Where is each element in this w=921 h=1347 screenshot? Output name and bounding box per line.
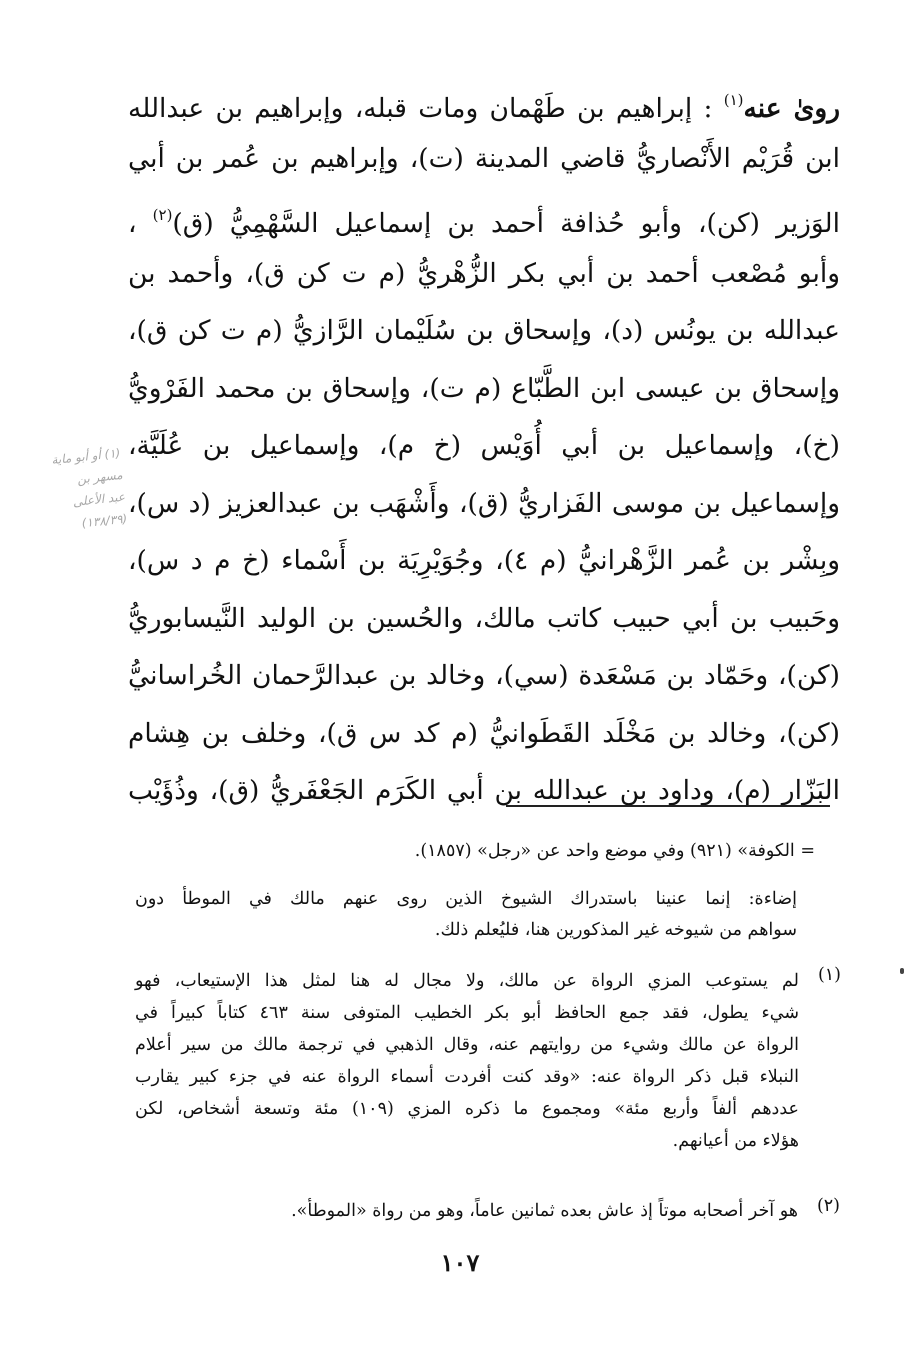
footnote-line: هؤلاء من أعيانهم. xyxy=(672,1131,799,1151)
marginal-note-line: (١٣٨/٣٩) xyxy=(80,511,128,531)
footnote-2 xyxy=(291,1196,840,1227)
page-number: ١٠٧ xyxy=(440,1248,480,1277)
footnote-number: (١) xyxy=(817,965,841,985)
footnote-number: (٢) xyxy=(816,1196,840,1216)
footnote-marker: (١) xyxy=(723,91,744,109)
text-line: وبِشْر بن عُمر الزَّهْرانيُّ (م ٤)، وجُوَيْرِيَة بن أَسْماء (خ م د س)، xyxy=(128,545,840,576)
text-line: وأبو مُصْعب أحمد بن أبي بكر الزُّهْريُّ (م ت كن ق)، وأحمد بن xyxy=(128,257,840,289)
footnote-body xyxy=(135,965,799,1157)
footnote-continuation xyxy=(345,836,815,867)
editor-addition-note xyxy=(135,884,797,945)
text-line xyxy=(128,72,840,130)
text-line: (كن)، وحَمّاد بن مَسْعَدة (سي)، وخالد بن عبدالرَّحمان الخُراسانيُّ xyxy=(128,660,840,691)
footnote-line: هو آخر أصحابه موتاً إذ عاش بعده ثمانين عاماً، وهو من رواة «الموطأ». xyxy=(291,1201,798,1221)
footnote-body xyxy=(291,1196,798,1227)
text-line: (كن)، وخالد بن مَخْلَد القَطَوانيُّ (م كد س ق)، وخلف بن هِشام xyxy=(128,717,840,749)
text-line-rest: : إبراهيم بن طَهْمان ومات قبله، وإبراهيم بن عبدالله xyxy=(128,93,724,124)
main-text xyxy=(128,72,840,820)
text-line: البَزّار (م)، وداود بن عبدالله بن أبي الكَرَم الجَعْفَريُّ (ق)، وذُؤَيْب xyxy=(128,775,840,806)
footnote-line: لم يستوعب المزي الرواة عن مالك، ولا مجال له هنا لمثل هذا الإستيعاب، فهو xyxy=(135,971,799,991)
text-line: ابن قُرَيْم الأَنْصاريُّ قاضي المدينة (ت)، وإبراهيم بن عُمر بن أبي xyxy=(128,142,840,174)
footnote-line: سواهم من شيوخه غير المذكورين هنا، فليُعلم ذلك. xyxy=(434,919,797,940)
footnote-separator xyxy=(506,805,830,807)
footnote-line: الرواة عن مالك وشيء من روايتهم عنه، وقال الذهبي في ترجمة مالك من سير أعلام xyxy=(135,1035,799,1055)
text-segment: ، xyxy=(128,208,153,239)
text-line: وإسماعيل بن موسى الفَزاريُّ (ق)، وأَشْهَب بن عبدالعزيز (د س)، xyxy=(128,487,840,519)
footnote-line: عددهم ألفاً وأربع مئة» ومجموع ما ذكره المزي (١٠٩) مئة وتسعة أشخاص، لكن xyxy=(135,1099,799,1119)
marginal-note-line: مسهر بن xyxy=(76,467,124,487)
marginal-note-line: عبد الأعلى xyxy=(72,489,126,510)
text-line: (خ)، وإسماعيل بن أبي أُوَيْس (خ م)، وإسماعيل بن عُلَيَّة، xyxy=(128,430,840,461)
footnote-marker: (٢) xyxy=(152,206,173,224)
footnote-line: = الكوفة» (٩٢١) وفي موضع واحد عن «رجل» (١٨٥٧). xyxy=(414,841,815,861)
text-line: وإسحاق بن عيسى ابن الطَّبّاع (م ت)، وإسحاق بن محمد الفَرْويُّ xyxy=(128,372,840,404)
footnote-line: شيء يطول، فقد جمع الحافظ أبو بكر الخطيب المتوفى سنة ٤٦٣ كتاباً كبيراً في xyxy=(135,1003,799,1023)
footnote-1 xyxy=(135,965,841,1157)
text-line: عبدالله بن يونُس (د)، وإسحاق بن سُلَيْمان الرَّازيُّ (م ت كن ق)، xyxy=(128,315,840,346)
footnote-line: إضاءة: إنما عنينا باستدراك الشيوخ الذين روى عنهم مالك في الموطأ دون xyxy=(135,889,797,909)
marginal-note-line: (١) أو أبو ماية xyxy=(50,445,121,468)
text-segment: الوَزير (كن)، وأبو حُذافة أحمد بن إسماعيل السَّهْمِيُّ (ق) xyxy=(172,208,840,239)
narrators-heading: رویٰ عنه xyxy=(743,93,840,124)
footnote-line: النبلاء قبل ذكر الرواة عنه: «وقد كنت أفردت أسماء الرواة عنه في جزء كبير يقارب xyxy=(135,1067,799,1087)
scan-speck xyxy=(900,968,904,974)
handwritten-marginal-note xyxy=(0,442,128,542)
text-line: وحَبيب بن أبي حبيب كاتب مالك، والحُسين بن الوليد النَّيسابوريُّ xyxy=(128,602,840,634)
text-line xyxy=(128,187,840,245)
